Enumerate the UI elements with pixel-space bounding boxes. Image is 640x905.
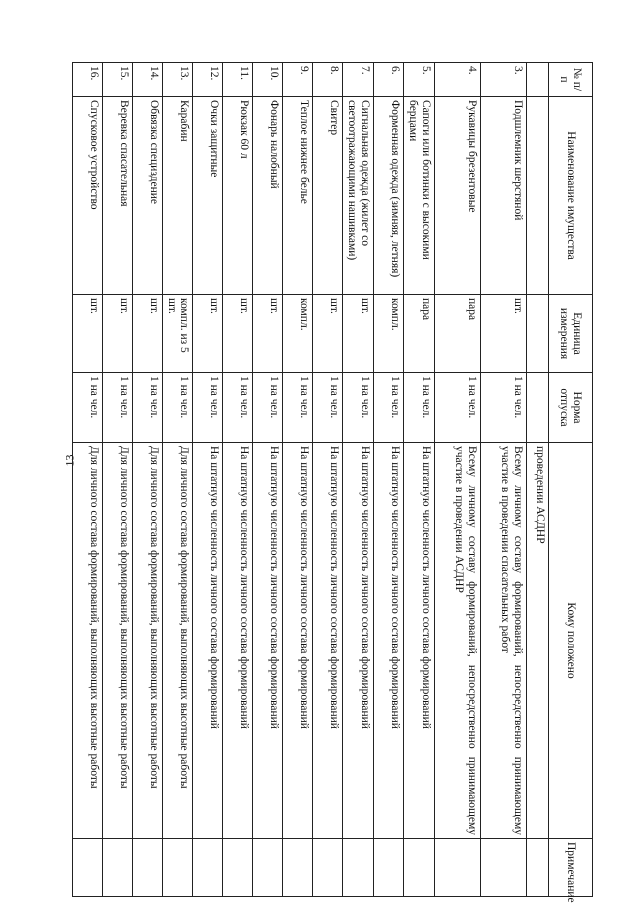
cell-unit: шт.: [193, 295, 223, 373]
cell-norm: 1 на чел.: [132, 373, 162, 443]
cell-who: На штатную численность личного состава формирований: [223, 443, 253, 839]
cell-name: Обвязка специздение: [132, 97, 162, 295]
cell-norm: 1 на чел.: [313, 373, 343, 443]
cell-num: 5.: [404, 63, 435, 97]
cell-note: [313, 839, 343, 897]
cell-note: [72, 839, 102, 897]
cell-norm: 1 на чел.: [283, 373, 313, 443]
cell-note: [404, 839, 435, 897]
table-row: [132, 63, 162, 897]
rotated-table-container: [87, 62, 593, 903]
cell-who: На штатную численность личного состава формирований: [253, 443, 283, 839]
cell-unit: [527, 295, 549, 373]
cell-note: [283, 839, 313, 897]
cell-unit: шт.: [102, 295, 132, 373]
cell-who: Всему личному составу формирований, непосредственно принимающему участие в проведении спасательных работ: [481, 443, 527, 839]
table-row: [193, 63, 223, 897]
table-row: [162, 63, 193, 897]
cell-unit: шт.: [313, 295, 343, 373]
header-who: Кому положено: [549, 443, 593, 839]
cell-who: На штатную численность личного состава формирований: [374, 443, 404, 839]
cell-norm: 1 на чел.: [404, 373, 435, 443]
table-row: [283, 63, 313, 897]
cell-note: [132, 839, 162, 897]
cell-norm: 1 на чел.: [193, 373, 223, 443]
page-number: 13: [62, 454, 77, 467]
cell-name: Карабин: [162, 97, 193, 295]
cell-norm: 1 на чел.: [162, 373, 193, 443]
cell-num: 8.: [313, 63, 343, 97]
cell-num: 4.: [435, 63, 481, 97]
cell-name: Фонарь налобный: [253, 97, 283, 295]
cell-name: Веревка спасательная: [102, 97, 132, 295]
cell-num: 16.: [72, 63, 102, 97]
cell-who: Для личного состава формирований, выполняющих высотные работы: [162, 443, 193, 839]
cell-name: Рюкзак 60 л: [223, 97, 253, 295]
table-row: [313, 63, 343, 897]
cell-name: Сигнальная одежда (жилет со светоотражающими нашивками): [343, 97, 374, 295]
table-row: [404, 63, 435, 897]
cell-name: Очки защитные: [193, 97, 223, 295]
cell-num: 7.: [343, 63, 374, 97]
cell-norm: 1 на чел.: [72, 373, 102, 443]
cell-unit: шт.: [343, 295, 374, 373]
cell-who: Всему личному составу формирований, непосредственно принимающему участие в проведении АСДНР: [435, 443, 481, 839]
cell-name: [527, 97, 549, 295]
cell-num: 3.: [481, 63, 527, 97]
cell-unit: шт.: [253, 295, 283, 373]
cell-name: Форменная одежда (зимняя, летняя): [374, 97, 404, 295]
cell-name: Свитер: [313, 97, 343, 295]
cell-norm: 1 на чел.: [435, 373, 481, 443]
cell-num: 9.: [283, 63, 313, 97]
cell-unit: шт.: [72, 295, 102, 373]
continuation-row: [527, 63, 549, 897]
cell-who: Для личного состава формирований, выполняющих высотные работы: [132, 443, 162, 839]
cell-who: На штатную численность личного состава формирований: [313, 443, 343, 839]
cell-who: На штатную численность личного состава формирований: [283, 443, 313, 839]
table-row: [253, 63, 283, 897]
cell-norm: 1 на чел.: [102, 373, 132, 443]
header-unit: Единица измерения: [549, 295, 593, 373]
header-note: Примечание: [549, 839, 593, 897]
cell-unit: компл.: [374, 295, 404, 373]
cell-who: Для личного состава формирований, выполняющих высотные работы: [72, 443, 102, 839]
cell-num: 15.: [102, 63, 132, 97]
cell-num: 13.: [162, 63, 193, 97]
header-name: Наименование имущества: [549, 97, 593, 295]
cell-norm: [527, 373, 549, 443]
table-row: [343, 63, 374, 897]
cell-num: 14.: [132, 63, 162, 97]
cell-norm: 1 на чел.: [253, 373, 283, 443]
cell-who: На штатную численность личного состава формирований: [193, 443, 223, 839]
header-norm: Норма отпуска: [549, 373, 593, 443]
table-row: [72, 63, 102, 897]
cell-note: [435, 839, 481, 897]
cell-note: [527, 839, 549, 897]
cell-norm: 1 на чел.: [343, 373, 374, 443]
cell-note: [193, 839, 223, 897]
cell-name: Подшлемник шерстяной: [481, 97, 527, 295]
table-row: [223, 63, 253, 897]
cell-num: 6.: [374, 63, 404, 97]
cell-norm: 1 на чел.: [223, 373, 253, 443]
table-row: [374, 63, 404, 897]
cell-unit: шт.: [132, 295, 162, 373]
cell-name: Сапоги или ботинки с высокими берцами: [404, 97, 435, 295]
cell-num: [527, 63, 549, 97]
cell-note: [481, 839, 527, 897]
cell-note: [102, 839, 132, 897]
cell-who: Для личного состава формирований, выполняющих высотные работы: [102, 443, 132, 839]
cell-note: [253, 839, 283, 897]
cell-note: [162, 839, 193, 897]
table-row: [435, 63, 481, 897]
cell-who: На штатную численность личного состава формирований: [404, 443, 435, 839]
cell-unit: пара: [404, 295, 435, 373]
cell-unit: шт.: [223, 295, 253, 373]
cell-note: [223, 839, 253, 897]
cell-note: [343, 839, 374, 897]
equipment-table: [72, 62, 593, 903]
cell-unit: пара: [435, 295, 481, 373]
cell-num: 10.: [253, 63, 283, 97]
cell-name: Теплое нижнее белье: [283, 97, 313, 295]
cell-who: На штатную численность личного состава формирований: [343, 443, 374, 839]
cell-unit: шт.: [481, 295, 527, 373]
table-row: [102, 63, 132, 897]
cell-who: проведении АСДНР: [527, 443, 549, 839]
cell-unit: компл. из 5 шт.: [162, 295, 193, 373]
cell-norm: 1 на чел.: [374, 373, 404, 443]
cell-note: [374, 839, 404, 897]
cell-unit: компл.: [283, 295, 313, 373]
cell-name: Спусковое устройство: [72, 97, 102, 295]
cell-name: Рукавицы брезентовые: [435, 97, 481, 295]
cell-num: 11.: [223, 63, 253, 97]
table-row: [481, 63, 527, 897]
cell-num: 12.: [193, 63, 223, 97]
cell-norm: 1 на чел.: [481, 373, 527, 443]
header-num: № п/п: [549, 63, 593, 97]
